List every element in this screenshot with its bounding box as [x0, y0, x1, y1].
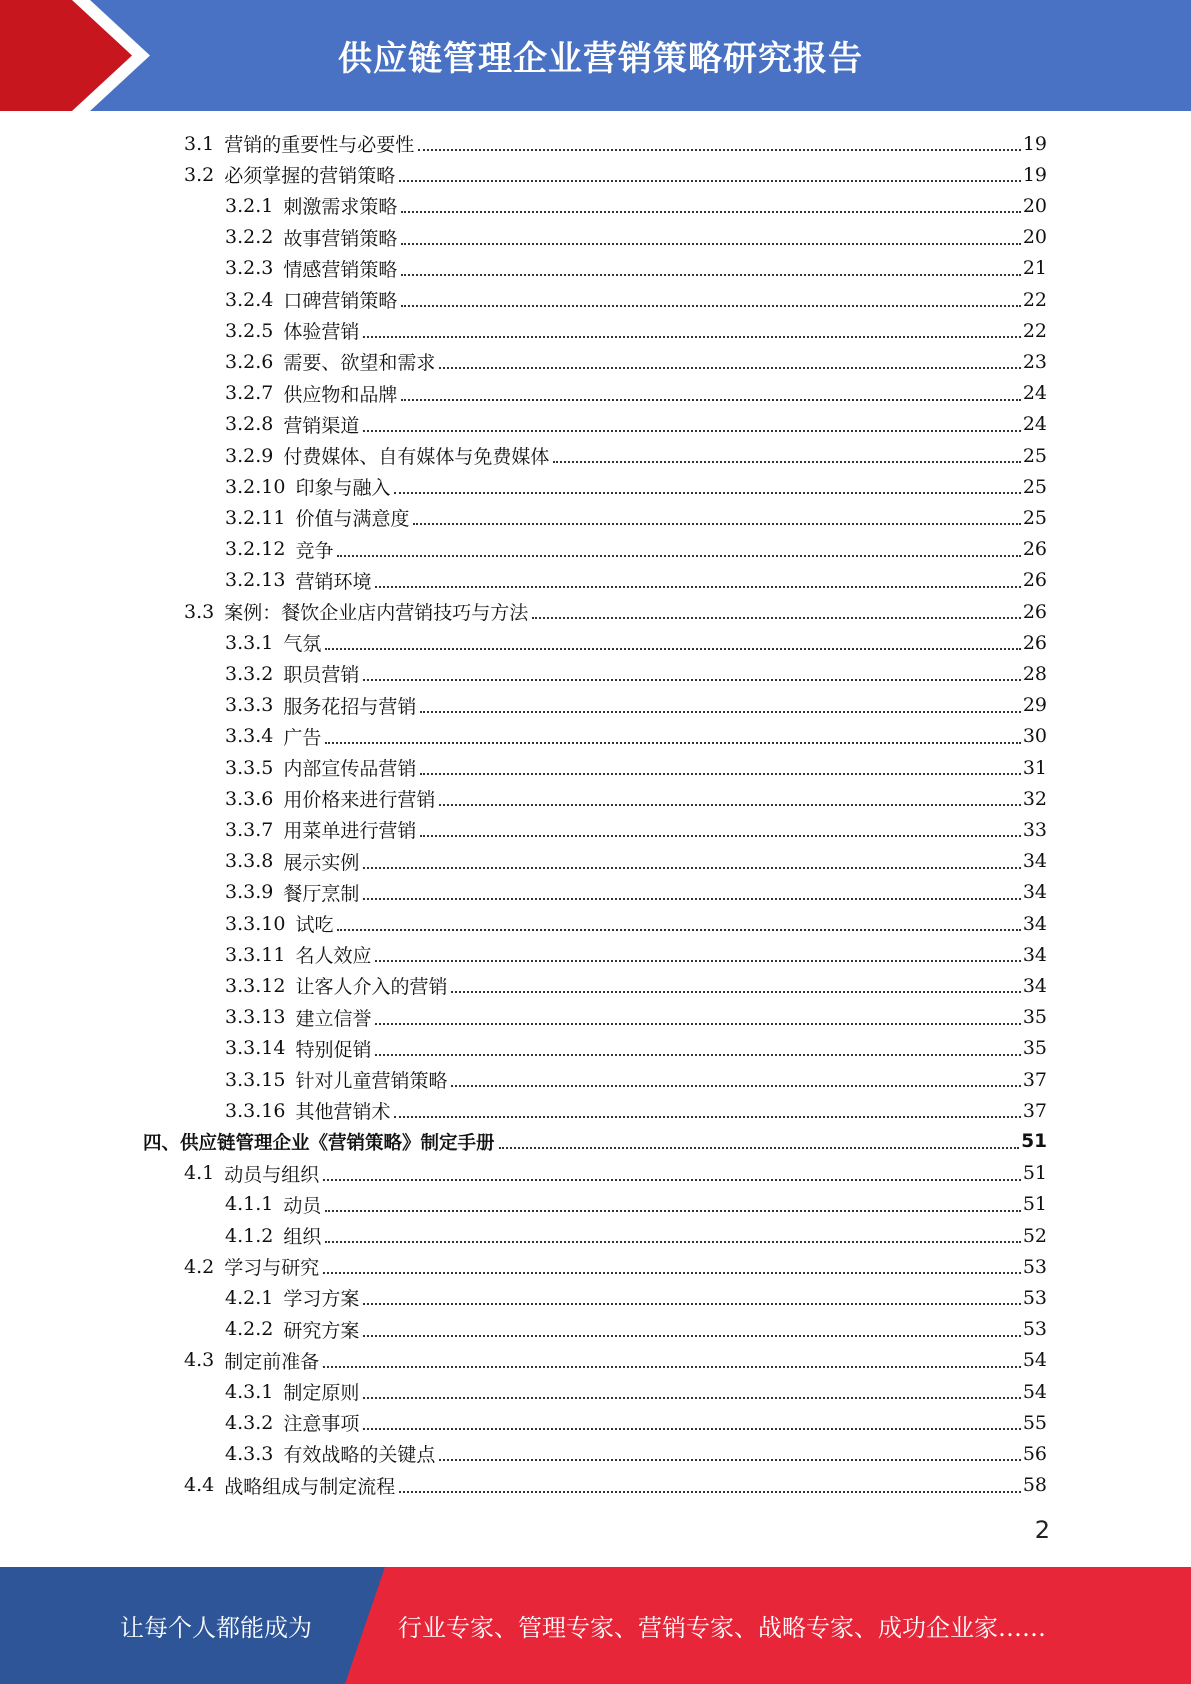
- toc-dot-leader: [325, 1210, 1020, 1212]
- toc-entry-number: 3.3.9: [225, 881, 274, 904]
- toc-dot-leader: [499, 1147, 1020, 1149]
- toc-entry-title: 试吃: [295, 914, 334, 936]
- toc-entry-title: 针对儿童营销策略: [295, 1070, 448, 1092]
- toc-dot-leader: [451, 991, 1020, 993]
- toc-entry[interactable]: [225, 721, 1047, 752]
- toc-entry-number: 3.2.2: [225, 226, 274, 249]
- toc-dot-leader: [363, 1335, 1020, 1337]
- toc-entry[interactable]: [184, 1345, 1047, 1376]
- toc-dot-leader: [401, 399, 1020, 401]
- toc-entry[interactable]: [225, 1282, 1047, 1313]
- toc-entry[interactable]: [225, 1407, 1047, 1438]
- toc-entry-title: 案例：餐饮企业店内营销技巧与方法: [224, 602, 529, 624]
- toc-entry-title: 用价格来进行营销: [283, 789, 436, 812]
- toc-entry-page: 37: [1022, 1068, 1047, 1091]
- toc-entry-page: 55: [1022, 1411, 1047, 1434]
- toc-entry-number: 3.3.11: [225, 943, 286, 966]
- toc-dot-leader: [363, 336, 1020, 338]
- toc-entry-number: 3.3.8: [225, 850, 274, 873]
- toc-entry-title: 有效战略的关键点: [283, 1444, 436, 1467]
- toc-entry-page: 34: [1022, 974, 1047, 997]
- toc-entry-page: 34: [1022, 912, 1047, 935]
- toc-entry-page: 25: [1022, 506, 1047, 529]
- toc-entry-page: 29: [1022, 694, 1047, 717]
- toc-entry[interactable]: [225, 627, 1047, 658]
- toc-entry-page: 30: [1022, 725, 1047, 748]
- toc-entry[interactable]: [184, 1251, 1047, 1282]
- toc-entry-title: 动员: [283, 1194, 322, 1217]
- toc-entry-number: 4.3: [184, 1349, 215, 1372]
- toc-entry-number: 3.2.3: [225, 257, 274, 280]
- page-footer: [0, 1567, 1191, 1684]
- toc-entry[interactable]: [225, 222, 1047, 253]
- toc-dot-leader: [532, 617, 1021, 619]
- toc-entry[interactable]: [184, 128, 1047, 159]
- toc-entry-title: 展示实例: [283, 851, 360, 874]
- toc-entry-page: 22: [1022, 288, 1047, 311]
- toc-entry-page: 24: [1022, 382, 1047, 405]
- toc-entry[interactable]: [225, 1064, 1047, 1095]
- document-title: 供应链管理企业营销策略研究报告: [338, 39, 863, 79]
- toc-entry-page: 26: [1022, 631, 1047, 654]
- toc-entry[interactable]: [225, 939, 1047, 970]
- toc-entry-number: 3.3: [184, 600, 215, 623]
- toc-dot-leader: [401, 211, 1020, 213]
- toc-dot-leader: [451, 1085, 1020, 1087]
- toc-entry-page: 52: [1022, 1224, 1047, 1247]
- toc-entry-title: 组织: [283, 1226, 322, 1248]
- toc-entry[interactable]: [143, 1126, 1047, 1157]
- toc-dot-leader: [401, 305, 1020, 307]
- toc-entry[interactable]: [225, 378, 1047, 409]
- toc-entry-page: 26: [1022, 538, 1047, 561]
- toc-entry-page: 34: [1022, 881, 1047, 904]
- toc-entry[interactable]: [225, 752, 1047, 783]
- toc-entry-title: 付费媒体、自有媒体与免费媒体: [283, 446, 550, 468]
- toc-entry-title: 动员与组织: [224, 1163, 320, 1186]
- toc-entry-number: 3.3.15: [225, 1068, 286, 1091]
- page-number: 2: [1034, 1516, 1050, 1544]
- toc-entry-page: 23: [1022, 350, 1047, 373]
- toc-entry-number: 3.3.3: [225, 694, 274, 717]
- toc-dot-leader: [375, 1023, 1020, 1025]
- toc-entry-number: 3.3.14: [225, 1037, 286, 1060]
- toc-entry[interactable]: [225, 190, 1047, 221]
- toc-entry[interactable]: [225, 1438, 1047, 1469]
- toc-entry[interactable]: [225, 690, 1047, 721]
- toc-dot-leader: [323, 1272, 1021, 1274]
- toc-entry-title: 用菜单进行营销: [283, 820, 417, 843]
- toc-dot-leader: [375, 586, 1020, 588]
- toc-entry-title: 价值与满意度: [295, 508, 410, 531]
- toc-dot-leader: [363, 867, 1020, 869]
- toc-entry[interactable]: [225, 1314, 1047, 1345]
- toc-entry-title: 名人效应: [295, 945, 372, 968]
- toc-entry-number: 3.2.11: [225, 506, 286, 529]
- toc-entry-number: 3.2.13: [225, 569, 286, 592]
- toc-entry-number: 4.2.1: [225, 1286, 274, 1309]
- toc-entry[interactable]: [225, 814, 1047, 845]
- toc-entry-number: 4.1: [184, 1162, 215, 1185]
- toc-entry-number: 3.2.12: [225, 538, 286, 561]
- toc-entry-title: 体验营销: [283, 321, 360, 344]
- page-header: [0, 0, 1191, 111]
- toc-entry[interactable]: [184, 1470, 1047, 1501]
- toc-dot-leader: [337, 555, 1020, 557]
- toc-entry-title: 印象与融入: [295, 477, 391, 500]
- toc-entry-page: 33: [1022, 818, 1047, 841]
- toc-entry-title: 内部宣传品营销: [283, 758, 417, 780]
- toc-dot-leader: [399, 1491, 1021, 1493]
- toc-dot-leader: [439, 804, 1020, 806]
- toc-entry[interactable]: [225, 565, 1047, 596]
- toc-dot-leader: [363, 1428, 1020, 1430]
- toc-entry-title: 研究方案: [283, 1319, 360, 1342]
- toc-entry-title: 必须掌握的营销策略: [224, 165, 396, 188]
- toc-entry-number: 4.2.2: [225, 1318, 274, 1341]
- toc-entry-page: 19: [1022, 132, 1047, 155]
- toc-entry-number: 3.3.4: [225, 725, 274, 748]
- toc-entry-number: 3.3.12: [225, 974, 286, 997]
- toc-entry-number: 3.3.5: [225, 756, 274, 779]
- toc-entry-title: 四、供应链管理企业《营销策略》制定手册: [143, 1132, 495, 1154]
- toc-entry-number: 4.3.2: [225, 1411, 274, 1434]
- toc-entry-number: 3.2.4: [225, 288, 274, 311]
- toc-entry[interactable]: [225, 970, 1047, 1001]
- toc-entry[interactable]: [225, 1095, 1047, 1126]
- toc-dot-leader: [394, 492, 1020, 494]
- toc-entry-title: 其他营销术: [295, 1101, 391, 1124]
- toc-entry-page: 22: [1022, 319, 1047, 342]
- toc-dot-leader: [325, 1241, 1020, 1243]
- toc-entry-title: 情感营销策略: [283, 258, 398, 281]
- toc-entry-page: 35: [1022, 1006, 1047, 1029]
- toc-entry[interactable]: [225, 534, 1047, 565]
- toc-entry-number: 3.2.6: [225, 350, 274, 373]
- toc-entry-title: 营销环境: [295, 570, 372, 593]
- toc-dot-leader: [439, 367, 1020, 369]
- toc-entry-number: 3.3.2: [225, 662, 274, 685]
- footer-slogan-left: 让每个人都能成为: [120, 1614, 312, 1642]
- toc-entry-number: 4.3.3: [225, 1442, 274, 1465]
- toc-entry[interactable]: [225, 1002, 1047, 1033]
- toc-entry-page: 28: [1022, 662, 1047, 685]
- toc-dot-leader: [401, 243, 1020, 245]
- toc-entry-title: 职员营销: [283, 664, 360, 687]
- toc-entry-title: 餐厅烹制: [283, 882, 360, 905]
- toc-entry-number: 3.2.5: [225, 319, 274, 342]
- toc-entry-title: 建立信誉: [295, 1007, 372, 1030]
- toc-entry-page: 35: [1022, 1037, 1047, 1060]
- toc-entry[interactable]: [184, 596, 1047, 627]
- toc-entry-page: 25: [1022, 475, 1047, 498]
- toc-entry-page: 51: [1022, 1162, 1047, 1185]
- toc-entry-page: 26: [1022, 569, 1047, 592]
- toc-entry-page: 34: [1022, 943, 1047, 966]
- toc-entry-page: 54: [1022, 1380, 1047, 1403]
- toc-entry-page: 20: [1022, 194, 1047, 217]
- toc-entry-page: 37: [1022, 1099, 1047, 1122]
- footer-slogan-right: 行业专家、管理专家、营销专家、战略专家、成功企业家……: [398, 1614, 1046, 1642]
- toc-entry-number: 4.2: [184, 1255, 215, 1278]
- toc-dot-leader: [394, 1116, 1020, 1118]
- toc-entry-number: 3.2.10: [225, 475, 286, 498]
- toc-dot-leader: [363, 430, 1020, 432]
- toc-dot-leader: [420, 711, 1020, 713]
- toc-entry-number: 3.3.6: [225, 787, 274, 810]
- toc-entry-title: 学习方案: [283, 1288, 360, 1311]
- toc-entry-page: 19: [1022, 163, 1047, 186]
- toc-entry-number: 4.3.1: [225, 1380, 274, 1403]
- toc-entry-title: 特别促销: [295, 1038, 372, 1061]
- toc-dot-leader: [420, 835, 1020, 837]
- toc-entry[interactable]: [225, 783, 1047, 814]
- toc-entry[interactable]: [225, 253, 1047, 284]
- toc-entry-title: 口碑营销策略: [283, 290, 398, 312]
- toc-entry-title: 战略组成与制定流程: [224, 1475, 396, 1498]
- toc-entry-number: 3.3.16: [225, 1099, 286, 1122]
- toc-entry-number: 3.2.7: [225, 382, 274, 405]
- toc-entry[interactable]: [225, 471, 1047, 502]
- toc-entry[interactable]: [225, 877, 1047, 908]
- toc-entry-number: 4.1.2: [225, 1224, 274, 1247]
- toc-entry-title: 营销的重要性与必要性: [224, 134, 415, 156]
- toc-entry-number: 3.3.7: [225, 818, 274, 841]
- toc-entry-number: 3.2.8: [225, 413, 274, 436]
- toc-dot-leader: [363, 1397, 1020, 1399]
- toc-entry[interactable]: [225, 908, 1047, 939]
- toc-entry-number: 4.4: [184, 1474, 215, 1497]
- toc-entry-title: 竞争: [295, 539, 334, 562]
- toc-entry-page: 54: [1022, 1349, 1047, 1372]
- toc-entry-title: 服务花招与营销: [283, 695, 417, 718]
- toc-entry-number: 3.2.1: [225, 194, 274, 217]
- toc-entry-title: 营销渠道: [283, 414, 360, 437]
- toc-entry-page: 51: [1021, 1131, 1047, 1153]
- toc-dot-leader: [401, 274, 1020, 276]
- toc-entry-page: 26: [1022, 600, 1047, 623]
- toc-entry-title: 气氛: [283, 633, 322, 656]
- toc-dot-leader: [399, 180, 1021, 182]
- toc-entry-title: 刺激需求策略: [283, 196, 398, 219]
- toc-entry[interactable]: [184, 159, 1047, 190]
- toc-entry-title: 制定前准备: [224, 1350, 320, 1373]
- toc-dot-leader: [420, 773, 1020, 775]
- toc-entry-page: 53: [1022, 1318, 1047, 1341]
- toc-dot-leader: [325, 648, 1020, 650]
- toc-entry[interactable]: [225, 658, 1047, 689]
- toc-entry-title: 学习与研究: [224, 1257, 320, 1280]
- toc-dot-leader: [363, 1303, 1020, 1305]
- toc-dot-leader: [337, 929, 1020, 931]
- toc-dot-leader: [413, 523, 1020, 525]
- toc-entry-page: 51: [1022, 1193, 1047, 1216]
- toc-entry-number: 4.1.1: [225, 1193, 274, 1216]
- toc-entry-page: 53: [1022, 1255, 1047, 1278]
- toc-entry[interactable]: [225, 1189, 1047, 1220]
- toc-entry-page: 56: [1022, 1442, 1047, 1465]
- toc-dot-leader: [325, 742, 1020, 744]
- toc-entry-page: 34: [1022, 850, 1047, 873]
- toc-entry-page: 58: [1022, 1474, 1047, 1497]
- toc-entry[interactable]: [225, 1376, 1047, 1407]
- toc-entry[interactable]: [184, 1158, 1047, 1189]
- toc-entry-page: 32: [1022, 787, 1047, 810]
- toc-dot-leader: [363, 898, 1020, 900]
- toc-entry[interactable]: [225, 846, 1047, 877]
- toc-entry-title: 注意事项: [283, 1413, 360, 1436]
- toc-entry-title: 供应物和品牌: [283, 383, 398, 406]
- toc-entry-number: 3.3.1: [225, 631, 274, 654]
- toc-entry-page: 24: [1022, 413, 1047, 436]
- toc-dot-leader: [418, 149, 1021, 151]
- toc-entry[interactable]: [225, 1220, 1047, 1251]
- toc-entry-page: 25: [1022, 444, 1047, 467]
- toc-entry-title: 广告: [283, 726, 322, 749]
- toc-dot-leader: [323, 1366, 1021, 1368]
- toc-dot-leader: [323, 1179, 1021, 1181]
- toc-entry-title: 让客人介入的营销: [295, 976, 448, 999]
- toc-dot-leader: [553, 461, 1020, 463]
- toc-entry-number: 3.3.10: [225, 912, 286, 935]
- toc-entry-title: 故事营销策略: [283, 227, 398, 250]
- toc-entry-number: 3.3.13: [225, 1006, 286, 1029]
- toc-entry[interactable]: [225, 315, 1047, 346]
- toc-entry-number: 3.1: [184, 132, 215, 155]
- toc-dot-leader: [375, 960, 1020, 962]
- toc-dot-leader: [363, 679, 1020, 681]
- toc-entry-page: 31: [1022, 756, 1047, 779]
- toc-entry-page: 20: [1022, 226, 1047, 249]
- toc-entry[interactable]: [225, 440, 1047, 471]
- toc-entry-number: 3.2: [184, 163, 215, 186]
- toc-entry[interactable]: [225, 502, 1047, 533]
- toc-entry-title: 制定原则: [283, 1382, 360, 1404]
- toc-dot-leader: [439, 1459, 1020, 1461]
- toc-entry[interactable]: [225, 284, 1047, 315]
- toc-dot-leader: [375, 1054, 1020, 1056]
- toc-entry-page: 21: [1022, 257, 1047, 280]
- toc-entry-number: 3.2.9: [225, 444, 274, 467]
- toc-entry[interactable]: [225, 409, 1047, 440]
- toc-entry[interactable]: [225, 346, 1047, 377]
- toc-entry-page: 53: [1022, 1286, 1047, 1309]
- toc-entry-title: 需要、欲望和需求: [283, 352, 436, 375]
- toc-entry[interactable]: [225, 1033, 1047, 1064]
